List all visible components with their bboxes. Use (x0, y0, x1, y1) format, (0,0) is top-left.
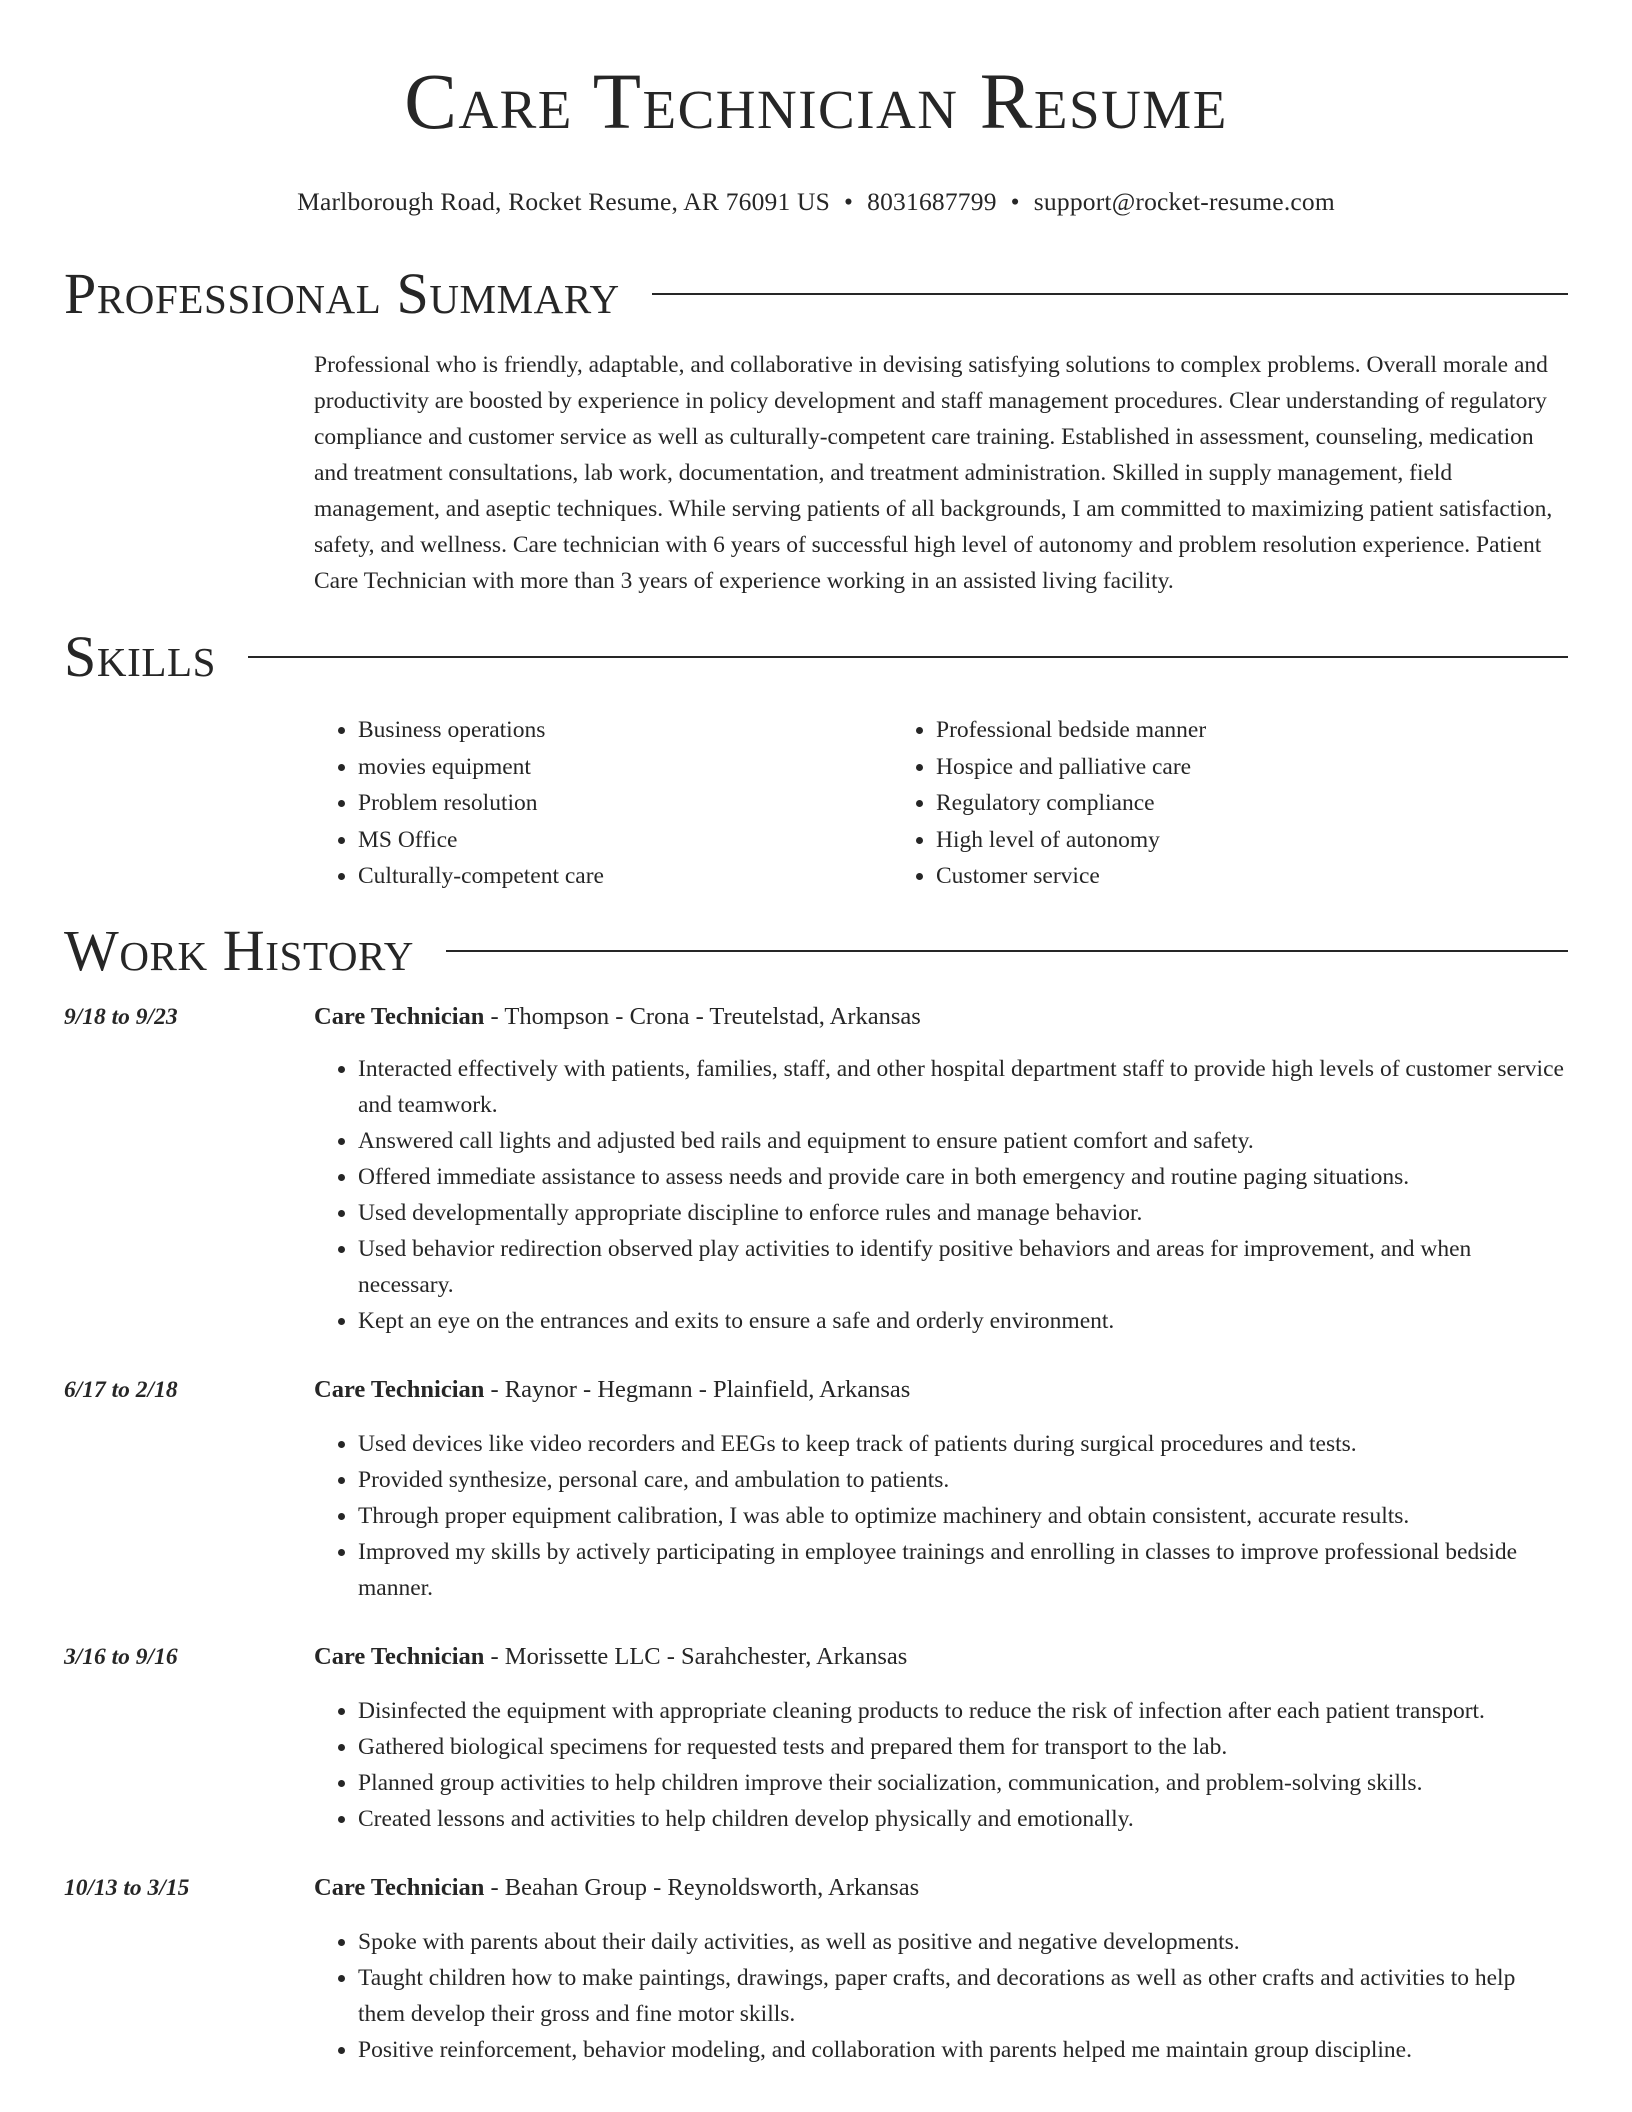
job-role: Care Technician (314, 1375, 485, 1403)
skills-column-left (314, 712, 886, 895)
job-bullet: • Gathered biological specimens for requested tests and prepared them for transport to the lab. (358, 1729, 1568, 1765)
job-entry (64, 1870, 1568, 2068)
section-divider (248, 656, 1568, 658)
resume-title: Care Technician Resume (404, 59, 1228, 146)
job-employer: - Morissette LLC - Sarahchester, Arkansas (484, 1642, 908, 1670)
section-title: Professional Summary (64, 261, 620, 326)
job-dates: 9/18 to 9/23 (64, 1003, 178, 1030)
job-bullets (314, 1426, 1568, 1606)
skills-list (314, 712, 1568, 895)
address-text: Marlborough Road, Rocket Resume, AR 76091 US (297, 187, 831, 216)
job-bullet: • Used developmentally appropriate discipline to enforce rules and manage behavior. (358, 1195, 1568, 1231)
skills-column-right (886, 712, 1458, 895)
job-dates: 10/13 to 3/15 (64, 1874, 190, 1901)
section-divider (652, 293, 1568, 295)
contact-line (64, 187, 1568, 217)
work-history-heading (64, 917, 1568, 983)
job-entry (64, 999, 1568, 1339)
job-dates: 6/17 to 2/18 (64, 1376, 178, 1403)
job-bullet: • Created lessons and activities to help children develop physically and emotionally. (358, 1801, 1568, 1837)
job-bullet: • Taught children how to make paintings, drawings, paper crafts, and decorations as well as other crafts and activities to help them develop their gross and fine motor skills. (358, 1960, 1568, 2032)
job-role: Care Technician (314, 1002, 485, 1030)
job-entry (64, 1372, 1568, 1606)
bullet-separator: • (844, 187, 854, 216)
skills-heading (64, 624, 1568, 689)
job-bullet: • Improved my skills by actively participating in employee trainings and enrolling in classes to improve professional bedside manner. (358, 1534, 1568, 1606)
skill-item: • Problem resolution (358, 785, 886, 822)
phone-text: 8031687799 (867, 187, 997, 216)
job-role: Care Technician (314, 1642, 485, 1670)
job-heading (314, 1372, 1568, 1408)
job-employer: - Beahan Group - Reynoldsworth, Arkansas (484, 1873, 920, 1901)
email-text: support@rocket-resume.com (1033, 187, 1335, 216)
job-bullets (314, 1051, 1568, 1339)
skill-item: • Customer service (936, 858, 1458, 895)
skill-item: • Professional bedside manner (936, 712, 1458, 749)
section-title: Skills (64, 624, 217, 689)
skill-item: • Regulatory compliance (936, 785, 1458, 822)
job-bullet: • Interacted effectively with patients, families, staff, and other hospital department staff to provide high levels of customer service and teamwork. (358, 1051, 1568, 1123)
job-bullet: • Through proper equipment calibration, I was able to optimize machinery and obtain consistent, accurate results. (358, 1498, 1568, 1534)
section-divider (446, 950, 1568, 952)
skill-item: • Business operations (358, 712, 886, 749)
job-bullet: • Used behavior redirection observed play activities to identify positive behaviors and areas for improvement, and when necessary. (358, 1231, 1568, 1303)
skill-item: • movies equipment (358, 749, 886, 786)
job-bullet: • Spoke with parents about their daily activities, as well as positive and negative developments. (358, 1924, 1568, 1960)
job-employer: - Thompson - Crona - Treutelstad, Arkansas (484, 1002, 921, 1030)
job-bullet: • Planned group activities to help children improve their socialization, communication, and problem-solving skills. (358, 1765, 1568, 1801)
job-bullet: • Answered call lights and adjusted bed rails and equipment to ensure patient comfort and safety. (358, 1123, 1568, 1159)
job-employer: - Raynor - Hegmann - Plainfield, Arkansas (484, 1375, 911, 1403)
job-role: Care Technician (314, 1873, 485, 1901)
bullet-separator: • (1010, 187, 1020, 216)
skill-item: • MS Office (358, 822, 886, 859)
job-heading (314, 1639, 1568, 1675)
job-bullet: • Kept an eye on the entrances and exits to ensure a safe and orderly environment. (358, 1303, 1568, 1339)
skill-item: • Hospice and palliative care (936, 749, 1458, 786)
section-title: Work History (64, 917, 414, 983)
job-bullet: • Offered immediate assistance to assess needs and provide care in both emergency and routine paging situations. (358, 1159, 1568, 1195)
job-heading (314, 999, 1568, 1035)
job-bullet: • Positive reinforcement, behavior modeling, and collaboration with parents helped me maintain group discipline. (358, 2032, 1568, 2068)
job-bullet: • Disinfected the equipment with appropriate cleaning products to reduce the risk of infection after each patient transport. (358, 1693, 1568, 1729)
job-bullet: • Used devices like video recorders and EEGs to keep track of patients during surgical procedures and tests. (358, 1426, 1568, 1462)
job-entry (64, 1639, 1568, 1837)
job-heading (314, 1870, 1568, 1906)
job-bullets (314, 1924, 1568, 2068)
job-bullets (314, 1693, 1568, 1837)
job-dates: 3/16 to 9/16 (64, 1643, 178, 1670)
professional-summary-heading (64, 261, 1568, 326)
job-bullet: • Provided synthesize, personal care, and ambulation to patients. (358, 1462, 1568, 1498)
skill-item: • Culturally-competent care (358, 858, 886, 895)
summary-paragraph: Professional who is friendly, adaptable, and collaborative in devising satisfying solutions to complex problems. Overall morale and productivity are boosted by experience in policy development and staff management procedures. Clear understanding of regulatory compliance and customer service as well as culturally-competent care training. Established in assessment, counseling, medication and treatment consultations, lab work, documentation, and treatment administration. Skilled in supply management, field management, and aseptic techniques. While serving patients of all backgrounds, I am committed to maximizing patient satisfaction, safety, and wellness. Care technician with 6 years of successful high level of autonomy and problem resolution experience. Patient Care Technician with more than 3 years of experience working in an assisted living facility. (314, 352, 1553, 594)
skill-item: • High level of autonomy (936, 822, 1458, 859)
